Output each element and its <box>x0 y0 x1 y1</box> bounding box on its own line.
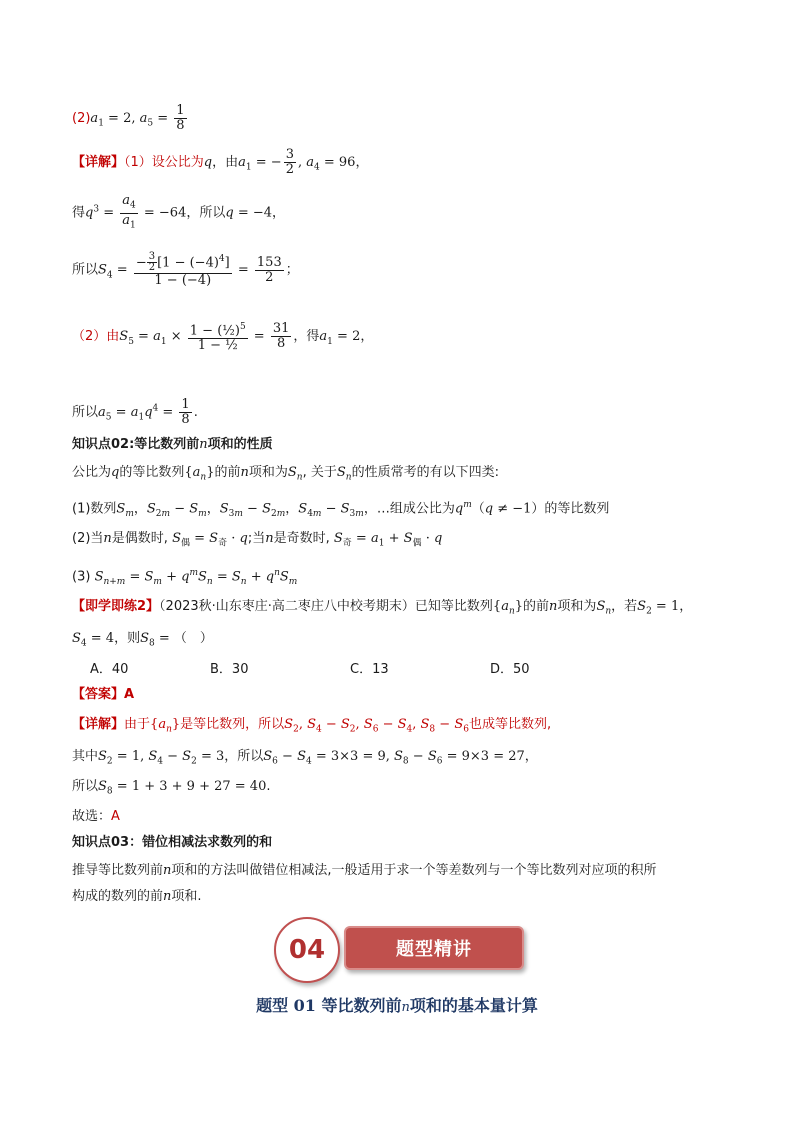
detail-line-1: 【详解】（1）设公比为q，由$a_1$ = − $\frac{3}{2}$ , $a_4 = 96$， <box>72 147 369 177</box>
practice-detail-line-3: 所以$S_8 = 1 + 3 + 9 + 27 = 40$. <box>72 779 271 797</box>
practice-detail-line-2: 其中$S_2 = 1$, $S_4 - S_2 = 3$，所以$S_6 - S_4 = 3\times 3 = 9$, $S_8 - S_6 = 9\times 3 = 27$， <box>72 749 538 767</box>
kp2-property-1: (1)数列$S_m$，$S_{2m} - S_m$，$S_{3m} - S_{2m}$，$S_{4m} - S_{3m}$，…组成公比为$q^m(q \ne -1)$的等比数列 <box>72 500 610 519</box>
detail-line-5: 所以$a_5 = a_1q^4$ = $\frac{1}{8}$ . <box>72 397 198 427</box>
option-a: A．40 <box>90 662 129 677</box>
option-c: C．13 <box>350 662 389 677</box>
detail-line-4: （2）由$S_5 = a_1$ × $\frac{1 - (\frac{1}{2})^5}{\text{1 − ½}}$ = $\frac{31}{8}$ ，得$a_1 = 2$， <box>72 321 374 354</box>
option-d: D．50 <box>490 662 530 677</box>
kp2-property-3: (3) $S_{n+m} = S_m + q^mS_n = S_n + q^nS_m$ <box>72 568 298 587</box>
answer-line: 【答案】A <box>72 687 135 702</box>
given-condition-2: $(2)a_1 = 2$, $a_5$ = $\frac{1}{8}$ <box>72 103 185 133</box>
kp2-heading: 知识点02:等比数列前n项和的性质 <box>72 437 273 452</box>
practice-tag: 【即学即练2】 <box>72 599 160 614</box>
choose-line: 故选：A <box>72 809 120 824</box>
practice-question-line-2: $S_4 = 4$，则$S_8$ = （ ） <box>72 631 213 649</box>
section-title: 题型 01 等比数列前n项和的基本量计算 <box>256 996 538 1015</box>
detail-tag: 【详解】 <box>72 155 125 170</box>
detail-line-3: 所以$S_4$ = − $\frac{3}{2}$ $[1 - (-4)^4]$ 1 − (−4) = $\frac{153}{2}$ ； <box>72 251 299 289</box>
answer-value: A <box>124 687 135 702</box>
option-b: B．30 <box>210 662 249 677</box>
section-banner-number: 04 <box>274 917 340 983</box>
kp3-text-2: 构成的数列的前n项和. <box>72 889 202 904</box>
kp2-property-2: (2)当n是偶数时, $S_偶 = S_奇 \cdot q$;当n是奇数时, $S_奇 = a_1 + S_偶 \cdot q$ <box>72 531 443 549</box>
kp3-text-1: 推导等比数列前n项和的方法叫做错位相减法,一般适用于求一个等差数列与一个等比数列对应项的积所 <box>72 863 657 878</box>
practice-detail-line-1: 【详解】由于$\{a_n\}$是等比数列，所以$S_2$, $S_4 - S_2$, $S_6 - S_4$, $S_8 - S_6$也成等比数列, <box>72 717 552 735</box>
kp2-intro: 公比为q的等比数列$\{a_n\}$的前n项和为$S_n$, 关于$S_n$的性质常考的有以下四类: <box>72 465 499 483</box>
detail-line-2: 得$q^3$ = $\frac{a_4}{a_1}$ = −64，所以q = −4， <box>72 193 286 231</box>
kp3-heading: 知识点03：错位相减法求数列的和 <box>72 835 273 850</box>
practice-question-line-1: 【即学即练2】（2023秋·山东枣庄·高二枣庄八中校考期末）已知等比数列$\{a_n\}$的前n项和为$S_n$，若$S_2 = 1$， <box>72 599 693 617</box>
section-banner-label: 题型精讲 <box>344 926 524 970</box>
